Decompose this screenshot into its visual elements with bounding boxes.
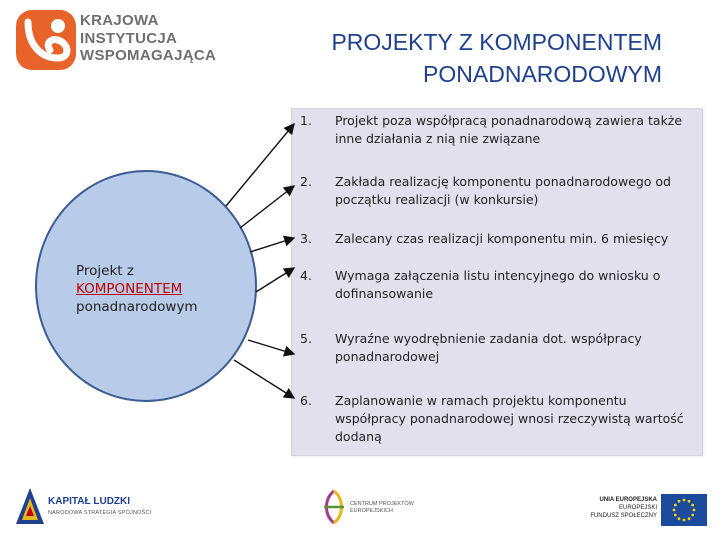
eu-flag-icon	[661, 494, 707, 526]
requirement-number: 5.	[300, 331, 312, 346]
requirement-number: 4.	[300, 268, 312, 283]
requirement-text: Zakłada realizację komponentu ponadnarodowego od początku realizacji (w konkursie)	[335, 174, 671, 207]
kapital-ludzki-subtitle: NARODOWA STRATEGIA SPÓJNOŚCI	[48, 510, 152, 516]
requirement-number: 1.	[300, 113, 312, 128]
requirement-number: 2.	[300, 174, 312, 189]
arrow-3	[250, 238, 294, 252]
circle-label-emphasis: KOMPONENTEM	[76, 281, 183, 297]
kapital-ludzki-logo	[14, 486, 154, 530]
cpe-logo	[320, 489, 420, 529]
requirement-number: 6.	[300, 393, 312, 408]
kapital-ludzki-name: KAPITAŁ LUDZKI	[48, 496, 131, 507]
arrow-2	[240, 186, 294, 228]
eu-line-2: EUROPEJSKI	[618, 505, 657, 511]
requirement-text: Wymaga załączenia listu intencyjnego do wniosku o dofinansowanie	[335, 268, 661, 301]
kapital-ludzki-logo-icon	[14, 486, 46, 526]
cpe-logo-icon	[320, 489, 348, 525]
arrow-5	[248, 340, 294, 354]
requirement-text: Zalecany czas realizacji komponentu min. 6 miesięcy	[335, 231, 669, 246]
logo-line-3: WSPOMAGAJĄCA	[80, 47, 217, 64]
title-line-2: PONADNARODOWYM	[423, 61, 662, 87]
arrow-4	[256, 268, 294, 292]
eu-line-1: UNIA EUROPEJSKA	[599, 497, 657, 503]
title-line-1: PROJEKTY Z KOMPONENTEM	[331, 29, 662, 55]
cpe-line-1: CENTRUM PROJEKTÓW	[350, 501, 414, 507]
circle-label-line-3: ponadnarodowym	[76, 299, 198, 315]
eu-logo	[589, 494, 709, 528]
requirement-text: Wyraźne wyodrębnienie zadania dot. współpracy ponadnarodowej	[335, 331, 642, 364]
logo-line-2: INSTYTUCJA	[80, 29, 178, 47]
eu-line-3: FUNDUSZ SPOŁECZNY	[590, 513, 657, 519]
requirement-text: Zaplanowanie w ramach projektu komponentu współpracy ponadnarodowej wnosi rzeczywistą wartość dodaną	[335, 393, 684, 444]
cpe-logo-text	[350, 501, 414, 514]
logo-line-1: KRAJOWA	[80, 12, 159, 29]
arrow-6	[234, 360, 294, 398]
eu-logo-text	[589, 496, 657, 520]
requirement-text: Projekt poza współpracą ponadnarodową zawiera także inne działania z nią nie związane	[335, 113, 683, 146]
circle-label-line-1: Projekt z	[76, 263, 134, 279]
requirement-number: 3.	[300, 231, 312, 246]
cpe-line-2: EUROPEJSKICH	[350, 507, 393, 514]
